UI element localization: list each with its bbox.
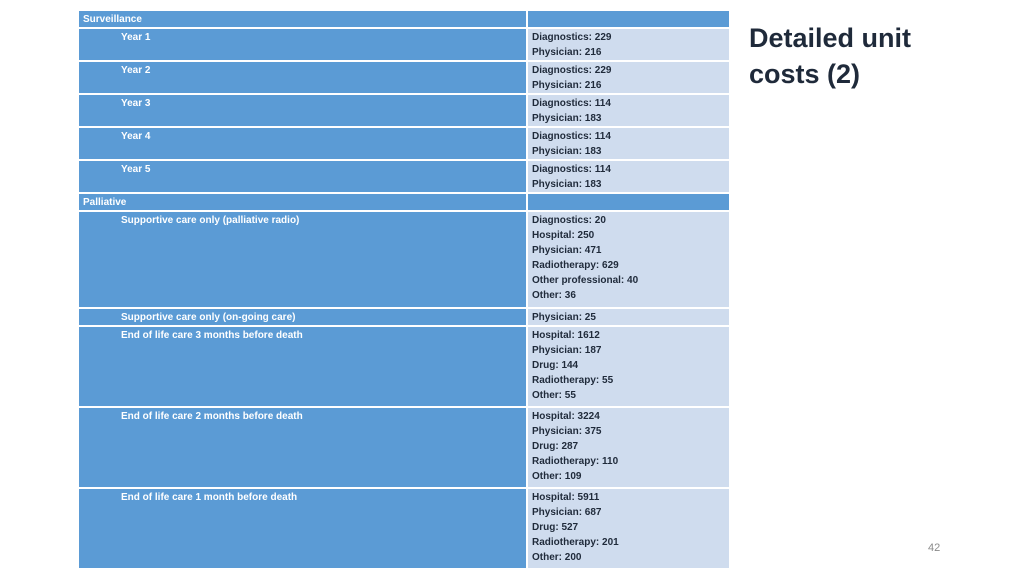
row-label: End of life care 2 months before death xyxy=(79,407,527,488)
row-label: Year 1 xyxy=(79,28,527,61)
cost-value: Radiotherapy: 629 xyxy=(532,260,619,271)
row-label: End of life care 1 month before death xyxy=(79,488,527,569)
cost-value: Hospital: 5911 xyxy=(532,492,600,503)
section-label: Palliative xyxy=(79,193,527,211)
cost-value: Radiotherapy: 110 xyxy=(532,456,619,467)
cost-value: Radiotherapy: 201 xyxy=(532,537,619,548)
row-values xyxy=(527,160,729,193)
cost-value: Physician: 187 xyxy=(532,345,602,356)
cost-value: Physician: 687 xyxy=(532,507,602,518)
cost-value: Physician: 216 xyxy=(532,47,602,58)
row-values xyxy=(527,94,729,127)
row-label: Supportive care only (on-going care) xyxy=(79,308,527,326)
cost-value: Other professional: 40 xyxy=(532,275,639,286)
row-values xyxy=(527,211,729,308)
section-header-row xyxy=(79,193,729,211)
table-row xyxy=(79,28,729,61)
cost-value: Hospital: 1612 xyxy=(532,330,600,341)
section-value-cell xyxy=(527,11,729,28)
slide-title-line: costs (2) xyxy=(749,59,861,89)
table-row xyxy=(79,61,729,94)
cost-value: Physician: 183 xyxy=(532,179,602,190)
slide-title-line: Detailed unit xyxy=(749,23,912,53)
cost-value: Diagnostics: 20 xyxy=(532,215,606,226)
table-row xyxy=(79,211,729,308)
row-label: Year 4 xyxy=(79,127,527,160)
cost-value: Physician: 183 xyxy=(532,113,602,124)
cost-value: Drug: 527 xyxy=(532,522,579,533)
table-row xyxy=(79,94,729,127)
cost-value: Other: 109 xyxy=(532,471,582,482)
cost-value: Diagnostics: 114 xyxy=(532,131,611,142)
table-row xyxy=(79,326,729,407)
table-row xyxy=(79,407,729,488)
cost-value: Hospital: 3224 xyxy=(532,411,600,422)
cost-value: Physician: 375 xyxy=(532,426,602,437)
section-header-row xyxy=(79,11,729,28)
cost-value: Hospital: 250 xyxy=(532,230,595,241)
cost-value: Other: 200 xyxy=(532,552,582,563)
row-label: Year 2 xyxy=(79,61,527,94)
row-values xyxy=(527,61,729,94)
cost-value: Physician: 471 xyxy=(532,245,602,256)
cost-value: Diagnostics: 229 xyxy=(532,65,612,76)
table-row xyxy=(79,127,729,160)
row-values xyxy=(527,407,729,488)
row-label: End of life care 3 months before death xyxy=(79,326,527,407)
row-values xyxy=(527,308,729,326)
section-label: Surveillance xyxy=(79,11,527,28)
section-value-cell xyxy=(527,193,729,211)
slide-title xyxy=(749,20,949,92)
cost-value: Drug: 287 xyxy=(532,441,579,452)
row-label: Supportive care only (palliative radio) xyxy=(79,211,527,308)
cost-value: Radiotherapy: 55 xyxy=(532,375,614,386)
page-number: 42 xyxy=(928,542,941,554)
cost-value: Diagnostics: 114 xyxy=(532,98,611,109)
row-label: Year 3 xyxy=(79,94,527,127)
unit-costs-table xyxy=(79,11,729,570)
row-values xyxy=(527,127,729,160)
cost-value: Other: 55 xyxy=(532,390,576,401)
row-label: Year 5 xyxy=(79,160,527,193)
cost-value: Diagnostics: 114 xyxy=(532,164,611,175)
row-values xyxy=(527,488,729,569)
table-row xyxy=(79,488,729,569)
cost-value: Drug: 144 xyxy=(532,360,579,371)
cost-value: Diagnostics: 229 xyxy=(532,32,612,43)
table-row xyxy=(79,308,729,326)
cost-value: Other: 36 xyxy=(532,290,576,301)
row-values xyxy=(527,326,729,407)
cost-value: Physician: 216 xyxy=(532,80,602,91)
cost-value: Physician: 183 xyxy=(532,146,602,157)
row-values xyxy=(527,28,729,61)
table-row xyxy=(79,160,729,193)
cost-value: Physician: 25 xyxy=(532,312,596,323)
